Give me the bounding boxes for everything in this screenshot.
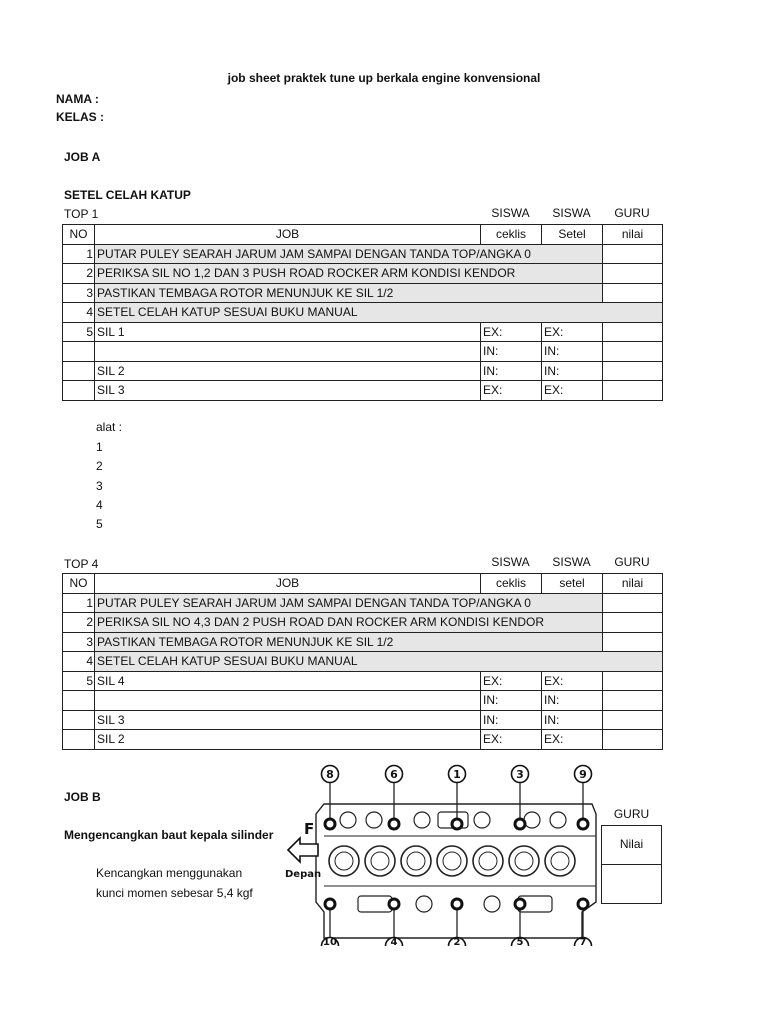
- top1-guru-header: GURU: [614, 206, 650, 220]
- nilai-cell[interactable]: [603, 710, 663, 730]
- col-ceklis-header: ceklis: [481, 574, 542, 594]
- alat-item: 4: [96, 498, 103, 512]
- table-header-row: [63, 225, 663, 245]
- nilai-cell[interactable]: [603, 244, 663, 264]
- nilai-cell[interactable]: [603, 593, 663, 613]
- guru-header: GURU: [613, 807, 650, 821]
- step-number: 4: [63, 303, 95, 323]
- bolt-marker: [389, 819, 399, 829]
- nilai-cell[interactable]: [603, 671, 663, 691]
- table-row: [63, 671, 663, 691]
- nilai-cell[interactable]: [603, 613, 663, 633]
- bolt-order-label: 2: [453, 937, 461, 946]
- col-job-header: JOB: [95, 574, 481, 594]
- step-number: 1: [63, 593, 95, 613]
- job-b-heading: JOB B: [64, 790, 101, 804]
- nilai-cell[interactable]: [603, 283, 663, 303]
- top4-siswa-ceklis-header: SISWA: [491, 555, 530, 569]
- top1-label: TOP 1: [64, 207, 99, 221]
- nilai-cell[interactable]: [603, 730, 663, 750]
- cylinder-label: SIL 1: [95, 322, 481, 342]
- setel-cell[interactable]: EX:: [542, 381, 603, 401]
- bolt-order-label: 3: [516, 768, 524, 781]
- step-text: PASTIKAN TEMBAGA ROTOR MENUNJUK KE SIL 1/2: [95, 283, 603, 303]
- bolt-marker: [325, 899, 335, 909]
- bolt-order-label: 9: [579, 768, 587, 781]
- step-number: [63, 361, 95, 381]
- col-nilai-header: nilai: [603, 225, 663, 245]
- table-row: [63, 361, 663, 381]
- nilai-cell[interactable]: [603, 381, 663, 401]
- cylinder-head-bolt-diagram: [282, 762, 602, 946]
- bolt-marker: [389, 899, 399, 909]
- bolt-marker: [578, 819, 588, 829]
- step-number: 4: [63, 652, 95, 672]
- ceklis-cell[interactable]: IN:: [481, 710, 542, 730]
- nilai-header-cell: Nilai: [601, 825, 662, 865]
- ceklis-cell[interactable]: EX:: [481, 322, 542, 342]
- bolt-order-label: 4: [390, 937, 398, 946]
- table-row: [63, 613, 663, 633]
- cylinder-label: SIL 4: [95, 671, 481, 691]
- ceklis-cell[interactable]: IN:: [481, 361, 542, 381]
- table-row: [63, 244, 663, 264]
- top4-label: TOP 4: [64, 557, 99, 571]
- col-no-header: NO: [63, 574, 95, 594]
- step-number: 5: [63, 322, 95, 342]
- step-number: 2: [63, 264, 95, 284]
- bolt-marker: [325, 819, 335, 829]
- instruction-line-2: kunci momen sebesar 5,4 kgf: [96, 886, 253, 900]
- bolt-marker: [515, 899, 525, 909]
- job-a-heading: JOB A: [64, 150, 101, 164]
- top1-siswa-ceklis-header: SISWA: [491, 206, 530, 220]
- top4-siswa-setel-header: SISWA: [552, 555, 591, 569]
- top1-siswa-setel-header: SISWA: [552, 206, 591, 220]
- table-row: [63, 593, 663, 613]
- step-number: 2: [63, 613, 95, 633]
- table-row: [63, 652, 663, 672]
- step-text: PUTAR PULEY SEARAH JARUM JAM SAMPAI DENGAN TANDA TOP/ANGKA 0: [95, 593, 603, 613]
- col-ceklis-header: ceklis: [481, 225, 542, 245]
- instruction-line-1: Kencangkan menggunakan: [96, 866, 243, 880]
- bolt-marker: [452, 819, 462, 829]
- table-header-row: [63, 574, 663, 594]
- ceklis-cell[interactable]: EX:: [481, 381, 542, 401]
- bolt-order-label: 10: [323, 937, 337, 946]
- bolt-order-label: 5: [516, 937, 524, 946]
- nilai-cell[interactable]: [603, 361, 663, 381]
- setel-cell[interactable]: EX:: [542, 671, 603, 691]
- step-text: PUTAR PULEY SEARAH JARUM JAM SAMPAI DENGAN TANDA TOP/ANGKA 0: [95, 244, 603, 264]
- step-text: PERIKSA SIL NO 4,3 DAN 2 PUSH ROAD DAN ROCKER ARM KONDISI KENDOR: [95, 613, 603, 633]
- bolt-order-label: 1: [453, 768, 461, 781]
- front-label: Depan: [285, 869, 322, 880]
- step-number: 5: [63, 671, 95, 691]
- cylinder-label: SIL 3: [95, 381, 481, 401]
- table-row: [63, 303, 663, 323]
- setel-cell[interactable]: EX:: [542, 730, 603, 750]
- table-row: [63, 691, 663, 711]
- section-b-heading: Mengencangkan baut kepala silinder: [64, 828, 274, 842]
- step-number: [63, 710, 95, 730]
- step-number: 1: [63, 244, 95, 264]
- col-setel-header: setel: [542, 574, 603, 594]
- col-setel-header: Setel: [542, 225, 603, 245]
- step-number: [63, 342, 95, 362]
- step-number: [63, 730, 95, 750]
- setel-cell[interactable]: IN:: [542, 691, 603, 711]
- table-row: [63, 710, 663, 730]
- table-row: [63, 283, 663, 303]
- step-text: PASTIKAN TEMBAGA ROTOR MENUNJUK KE SIL 1/2: [95, 632, 603, 652]
- kelas-label: KELAS :: [56, 110, 104, 124]
- step-text: SETEL CELAH KATUP SESUAI BUKU MANUAL: [95, 303, 663, 323]
- ceklis-cell[interactable]: EX:: [481, 671, 542, 691]
- top1-table: [62, 224, 663, 401]
- cylinder-label: SIL 2: [95, 361, 481, 381]
- nilai-cell[interactable]: [603, 632, 663, 652]
- setel-cell[interactable]: IN:: [542, 710, 603, 730]
- alat-item: 2: [96, 459, 103, 473]
- top4-table: [62, 573, 663, 750]
- table-row: [63, 322, 663, 342]
- alat-item: 3: [96, 479, 103, 493]
- nilai-cell[interactable]: [603, 322, 663, 342]
- step-text: SETEL CELAH KATUP SESUAI BUKU MANUAL: [95, 652, 663, 672]
- cylinder-label: [95, 691, 481, 711]
- front-letter: F: [304, 820, 315, 838]
- table-row: [63, 342, 663, 362]
- bolt-order-label: 6: [390, 768, 398, 781]
- table-row: [63, 381, 663, 401]
- col-nilai-header: nilai: [603, 574, 663, 594]
- setel-cell[interactable]: IN:: [542, 361, 603, 381]
- cylinder-label: SIL 2: [95, 730, 481, 750]
- step-number: [63, 691, 95, 711]
- ceklis-cell[interactable]: IN:: [481, 342, 542, 362]
- nilai-cell[interactable]: [603, 691, 663, 711]
- table-row: [63, 632, 663, 652]
- step-number: [63, 381, 95, 401]
- step-number: 3: [63, 283, 95, 303]
- bolt-marker: [515, 819, 525, 829]
- alat-item: 5: [96, 517, 103, 531]
- bolt-marker: [452, 899, 462, 909]
- ceklis-cell[interactable]: EX:: [481, 730, 542, 750]
- page-title: job sheet praktek tune up berkala engine konvensional: [227, 71, 541, 85]
- bolt-order-label: 8: [326, 768, 334, 781]
- setel-cell[interactable]: IN:: [542, 342, 603, 362]
- table-row: [63, 264, 663, 284]
- nilai-cell[interactable]: [603, 342, 663, 362]
- step-number: 3: [63, 632, 95, 652]
- col-job-header: JOB: [95, 225, 481, 245]
- ceklis-cell[interactable]: IN:: [481, 691, 542, 711]
- nama-label: NAMA :: [56, 92, 99, 106]
- alat-item: 1: [96, 440, 103, 454]
- cylinder-label: [95, 342, 481, 362]
- table-row: [63, 730, 663, 750]
- section-a-heading: SETEL CELAH KATUP: [64, 188, 191, 202]
- front-arrow-icon: [288, 838, 318, 862]
- setel-cell[interactable]: EX:: [542, 322, 603, 342]
- nilai-cell[interactable]: [603, 264, 663, 284]
- top4-guru-header: GURU: [614, 555, 650, 569]
- nilai-score-cell[interactable]: [601, 864, 662, 904]
- col-no-header: NO: [63, 225, 95, 245]
- step-text: PERIKSA SIL NO 1,2 DAN 3 PUSH ROAD ROCKER ARM KONDISI KENDOR: [95, 264, 603, 284]
- bolt-order-label: 7: [579, 937, 587, 946]
- alat-label: alat :: [96, 420, 123, 434]
- cylinder-label: SIL 3: [95, 710, 481, 730]
- bolt-marker: [578, 899, 588, 909]
